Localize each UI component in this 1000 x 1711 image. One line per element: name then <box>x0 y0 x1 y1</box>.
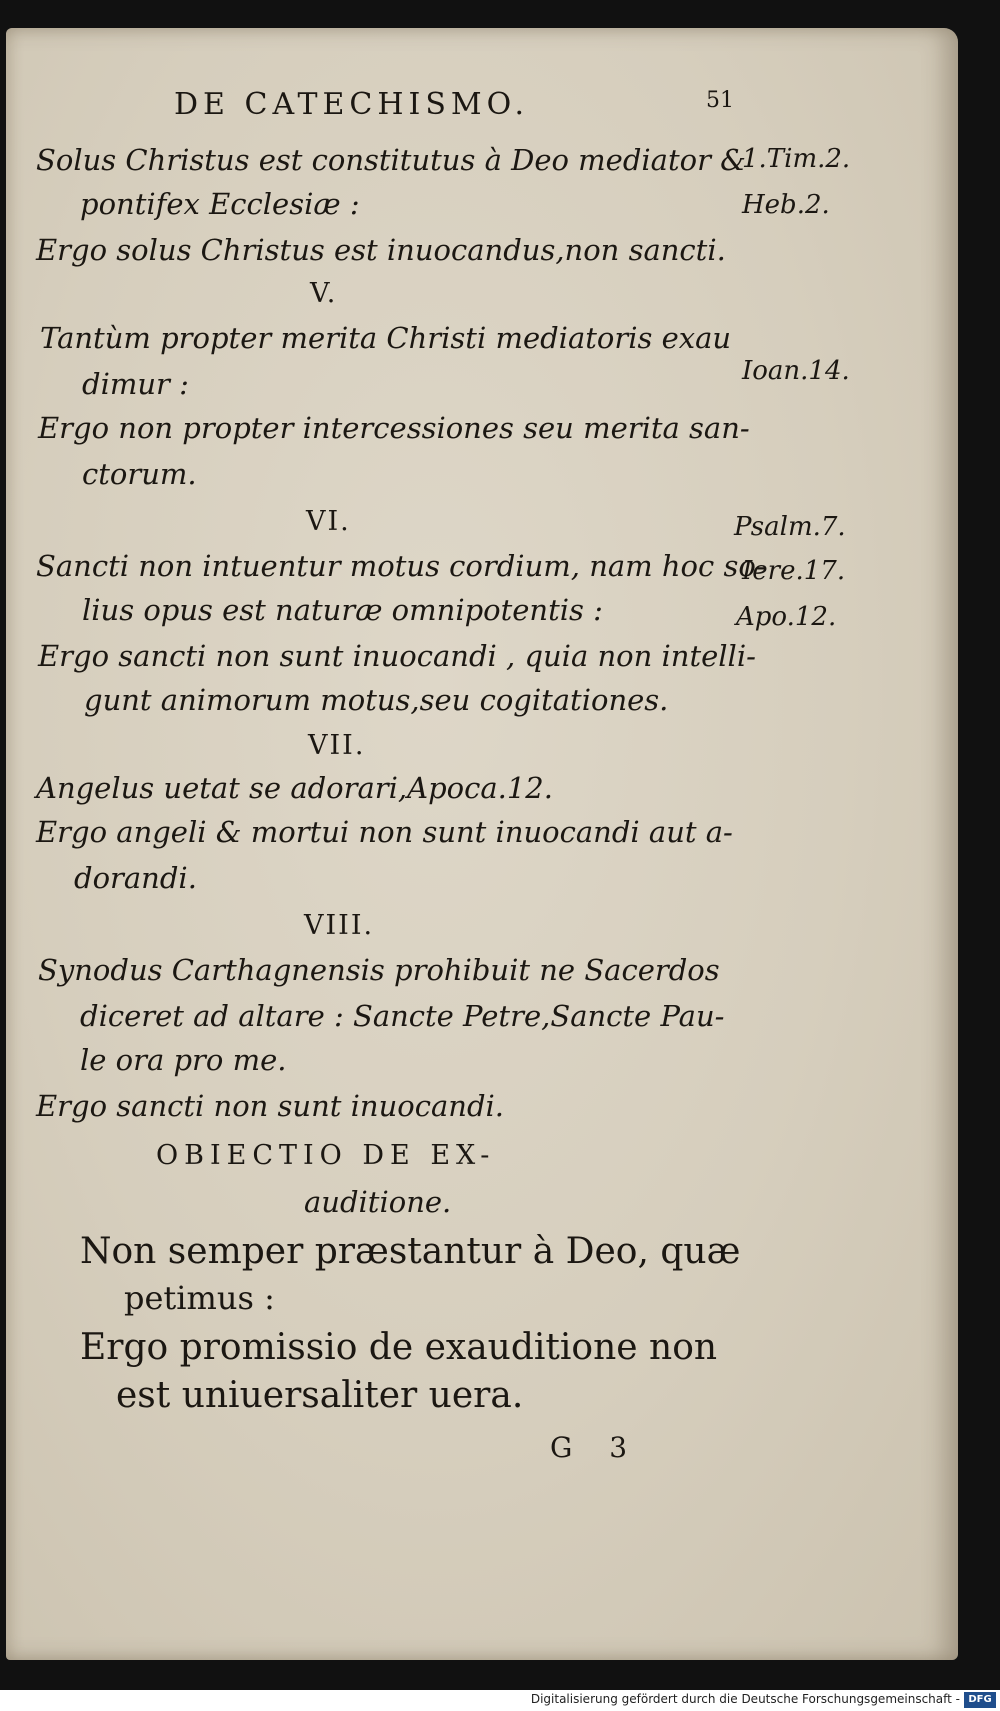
running-head-title: DE CATECHISMO. <box>174 87 529 122</box>
body-line-large: Non semper præstantur à Deo, quæ <box>80 1231 741 1272</box>
margin-note: Apo.12. <box>736 602 837 632</box>
body-line: diceret ad altare : Sancte Petre,Sancte Pau- <box>80 999 725 1033</box>
objection-heading: OBIECTIO DE EX- <box>156 1140 496 1171</box>
body-line: lius opus est naturæ omnipotentis : <box>82 593 603 627</box>
body-line: Ergo solus Christus est inuocandus,non sancti. <box>36 233 726 267</box>
body-line: Solus Christus est constitutus à Deo mediator & <box>36 143 746 177</box>
body-line-large: petimus : <box>124 1279 275 1317</box>
body-line-large: Ergo promissio de exauditione non <box>80 1327 718 1368</box>
digitization-footer <box>0 1690 1000 1711</box>
body-line: Ergo angeli & mortui non sunt inuocandi aut a- <box>36 815 733 849</box>
margin-note: Psalm.7. <box>734 512 846 542</box>
body-line: dorandi. <box>74 861 197 895</box>
objection-subheading: auditione. <box>304 1185 452 1219</box>
section-numeral: VI. <box>306 506 351 537</box>
funding-credit: Digitalisierung gefördert durch die Deutsche Forschungsgemeinschaft - <box>530 1692 960 1706</box>
margin-note: Iere.17. <box>742 556 846 586</box>
margin-note: Ioan.14. <box>742 356 850 386</box>
section-numeral: VII. <box>308 730 366 761</box>
body-line: Ergo non propter intercessiones seu merita san- <box>38 411 750 445</box>
margin-note: 1.Tim.2. <box>742 144 851 174</box>
page-number: 51 <box>706 88 734 113</box>
margin-note: Heb.2. <box>742 190 830 220</box>
body-line: le ora pro me. <box>80 1043 287 1077</box>
body-line: ctorum. <box>82 457 197 491</box>
body-line: Sancti non intuentur motus cordium, nam hoc so- <box>36 549 766 583</box>
body-line: Angelus uetat se adorari,Apoca.12. <box>36 771 553 805</box>
body-line-large: est uniuersaliter uera. <box>116 1375 524 1416</box>
body-line: dimur : <box>82 367 189 401</box>
body-line: pontifex Ecclesiæ : <box>80 187 360 221</box>
signature-mark: G 3 <box>550 1431 642 1464</box>
dfg-logo-icon: DFG <box>964 1692 996 1708</box>
body-line: gunt animorum motus,seu cogitationes. <box>84 683 669 717</box>
body-line: Synodus Carthagnensis prohibuit ne Sacerdos <box>38 953 720 987</box>
body-line: Ergo sancti non sunt inuocandi , quia non intelli- <box>38 639 756 673</box>
body-line: Ergo sancti non sunt inuocandi. <box>36 1089 505 1123</box>
book-page <box>6 28 958 1660</box>
body-line: Tantùm propter merita Christi mediatoris exau <box>40 321 732 355</box>
section-numeral: V. <box>310 278 338 309</box>
section-numeral: VIII. <box>304 910 375 941</box>
